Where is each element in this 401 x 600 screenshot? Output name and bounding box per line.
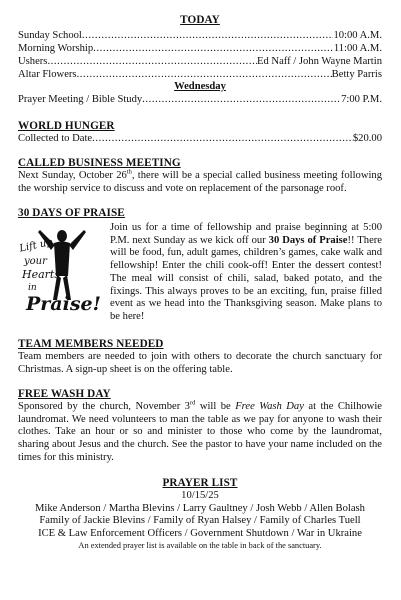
prayer-line: Mike Anderson / Martha Blevins / Larry Gaultney / Josh Webb / Allen Bolash: [35, 502, 365, 514]
schedule-value: 7:00 P.M.: [341, 93, 382, 105]
schedule-value: 10:00 A.M.: [333, 30, 382, 42]
section-body: [18, 170, 382, 195]
leader-dots: [93, 43, 334, 56]
wednesday-heading: Wednesday: [174, 81, 226, 93]
schedule-row: [18, 56, 382, 69]
leader-dots: [77, 69, 332, 82]
leader-dots: [82, 30, 334, 43]
wash-section: [18, 388, 382, 465]
today-heading: TODAY: [180, 14, 220, 26]
prayer-section: [18, 477, 382, 551]
body-text: !! There will be food, fun, adult games, children’s games, cake walk and fellowship! Enter the chili cook-off! Enter the dessert contest! The meal will consist of chili, salad, baked potato, and the fixings. This always proves to be an exciting, fun, praise filled event as we head into the Thanksgiving season. Make plans to be here!: [110, 234, 383, 322]
leader-dots: [92, 133, 353, 146]
body-text: at the Chilhowie laundromat. We need volunteers to man the table as we pay for anyone to wash their clothes. Take an hour or so and minister to those who come by the laundromat, sharing about Jesus and the church. See the pastor to have your name included on the times for this ministry.: [18, 400, 382, 463]
body-text: Next Sunday, October 26: [18, 170, 127, 182]
prayer-date: 10/15/25: [181, 489, 219, 501]
schedule-value: 11:00 A.M.: [333, 43, 382, 55]
schedule-label: Prayer Meeting / Bible Study: [18, 93, 143, 105]
art-text: in: [28, 283, 37, 294]
today-schedule: [18, 30, 382, 106]
bulletin-page: [18, 14, 382, 551]
body-text: , there will be a special called business meeting following the worship service to discuss and vote on replacement of the parsonage roof.: [18, 170, 383, 194]
prayer-line: Family of Jackie Blevins / Family of Ryan Halsey / Family of Charles Tuell: [39, 515, 361, 527]
art-text: Praise!: [26, 293, 101, 315]
art-text: your: [24, 256, 47, 268]
collection-row: [18, 133, 382, 146]
schedule-label: Sunday School: [18, 30, 82, 42]
schedule-row: [18, 30, 382, 43]
prayer-note: An extended prayer list is available on the table in back of the sanctuary.: [78, 540, 322, 550]
section-heading: 30 DAYS OF PRAISE: [18, 206, 125, 219]
body-italic: Free Wash Day: [235, 400, 304, 412]
body-text: Sponsored by the church, November 3: [18, 400, 190, 412]
schedule-row: [18, 69, 382, 82]
schedule-value: Ed Naff / John Wayne Martin: [257, 55, 382, 67]
body-text: will be: [195, 400, 236, 412]
team-section: [18, 338, 382, 377]
art-text: Hearts: [22, 268, 60, 282]
praise-section: [18, 207, 382, 324]
schedule-label: Morning Worship: [18, 43, 94, 55]
business-meeting-section: [18, 157, 382, 196]
section-heading: TEAM MEMBERS NEEDED: [18, 337, 164, 350]
praise-body: [18, 222, 382, 324]
section-heading: PRAYER LIST: [162, 476, 238, 489]
schedule-value: Betty Parris: [331, 68, 382, 80]
collection-label: Collected to Date: [18, 133, 93, 145]
superscript: th: [126, 168, 132, 176]
section-heading: WORLD HUNGER: [18, 119, 115, 132]
section-body: Team members are needed to join with others to decorate the church sanctuary for Christmas. A sign-up sheet is on the offering table.: [18, 351, 382, 375]
body-bold: 30 Days of Praise: [268, 234, 348, 246]
schedule-row: [18, 94, 382, 107]
section-body: [18, 401, 382, 465]
body-text: Join us for a time of fellowship and praise beginning at 5:00 P.M. next Sunday as we kick off our: [110, 222, 382, 246]
leader-dots: [142, 94, 341, 107]
leader-dots: [47, 56, 257, 69]
section-heading: CALLED BUSINESS MEETING: [18, 156, 181, 169]
lift-up-hearts-artwork: [18, 226, 106, 314]
schedule-label: Altar Flowers: [18, 68, 77, 80]
world-hunger-section: [18, 120, 382, 146]
schedule-row: [18, 43, 382, 56]
praise-text: [110, 222, 382, 324]
superscript: rd: [189, 399, 196, 407]
prayer-line: ICE & Law Enforcement Officers / Government Shutdown / War in Ukraine: [38, 528, 362, 540]
section-heading: FREE WASH DAY: [18, 387, 111, 400]
art-text: Lift up: [18, 236, 54, 255]
schedule-label: Ushers: [18, 55, 48, 67]
collection-value: $20.00: [352, 133, 382, 145]
